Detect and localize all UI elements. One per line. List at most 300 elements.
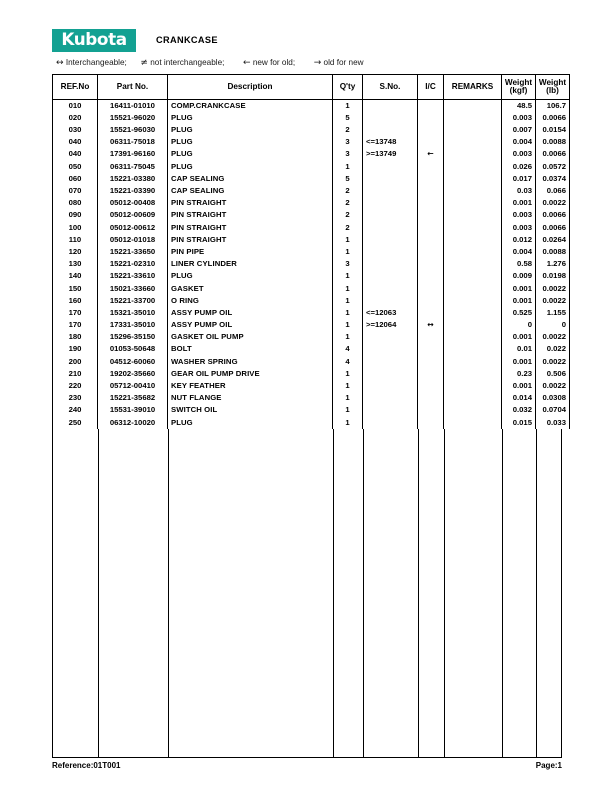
cell-sno	[363, 246, 418, 258]
cell-wlb: 1.155	[536, 307, 570, 319]
cell-wkgf: 0.004	[502, 246, 536, 258]
cell-ic	[418, 282, 444, 294]
interchangeable-icon: ↔	[56, 58, 64, 68]
cell-qty: 4	[333, 343, 363, 355]
cell-ic	[418, 124, 444, 136]
cell-part: 17331-35010	[98, 319, 168, 331]
cell-desc: PIN PIPE	[168, 246, 333, 258]
cell-ic	[418, 209, 444, 221]
cell-wlb: 0.0022	[536, 197, 570, 209]
cell-wkgf: 0.001	[502, 282, 536, 294]
cell-rem	[444, 343, 502, 355]
cell-sno	[363, 380, 418, 392]
cell-ref: 230	[53, 392, 98, 404]
table-row	[53, 343, 570, 355]
column-divider	[333, 429, 334, 757]
cell-wlb: 0.0704	[536, 404, 570, 416]
column-header-part-no: Part No.	[98, 75, 168, 100]
cell-rem	[444, 404, 502, 416]
table-row	[53, 368, 570, 380]
cell-sno: <=12063	[363, 307, 418, 319]
kubota-logo	[52, 29, 136, 52]
cell-part: 01053-50648	[98, 343, 168, 355]
table-row	[53, 270, 570, 282]
cell-desc: ASSY PUMP OIL	[168, 319, 333, 331]
cell-qty: 1	[333, 295, 363, 307]
cell-wkgf: 0.58	[502, 258, 536, 270]
cell-sno	[363, 282, 418, 294]
cell-part: 15521-96020	[98, 112, 168, 124]
cell-rem	[444, 380, 502, 392]
cell-rem	[444, 124, 502, 136]
cell-wkgf: 0.01	[502, 343, 536, 355]
cell-ic	[418, 136, 444, 148]
cell-sno	[363, 100, 418, 112]
cell-wlb: 0.0066	[536, 209, 570, 221]
cell-rem	[444, 234, 502, 246]
cell-qty: 3	[333, 136, 363, 148]
cell-wkgf: 0.004	[502, 136, 536, 148]
cell-wkgf: 0.026	[502, 160, 536, 172]
column-divider	[98, 429, 99, 757]
table-row	[53, 282, 570, 294]
column-header-weight-kgf: Weight (kgf)	[502, 75, 536, 100]
cell-ref: 050	[53, 160, 98, 172]
legend-label-new-for-old: new for old;	[252, 58, 296, 67]
column-header-weight-lb: Weight (lb)	[536, 75, 570, 100]
table-row	[53, 307, 570, 319]
cell-part: 05012-00612	[98, 221, 168, 233]
cell-rem	[444, 136, 502, 148]
cell-ic	[418, 221, 444, 233]
cell-ref: 170	[53, 319, 98, 331]
column-header-ref-no: REF.No	[53, 75, 98, 100]
cell-sno	[363, 392, 418, 404]
cell-ic	[418, 368, 444, 380]
cell-qty: 1	[333, 368, 363, 380]
table-row	[53, 209, 570, 221]
column-header-serial-no: S.No.	[363, 75, 418, 100]
table-row	[53, 380, 570, 392]
cell-desc: CAP SEALING	[168, 185, 333, 197]
cell-wlb: 0.0308	[536, 392, 570, 404]
cell-wkgf: 0.001	[502, 380, 536, 392]
parts-table	[52, 74, 570, 429]
cell-wkgf: 0.003	[502, 148, 536, 160]
cell-ref: 110	[53, 234, 98, 246]
cell-ic	[418, 258, 444, 270]
cell-part: 15221-03380	[98, 173, 168, 185]
cell-rem	[444, 368, 502, 380]
table-row	[53, 355, 570, 367]
cell-ref: 040	[53, 136, 98, 148]
cell-qty: 1	[333, 282, 363, 294]
cell-ic	[418, 416, 444, 428]
cell-desc: PLUG	[168, 416, 333, 428]
cell-part: 06311-75045	[98, 160, 168, 172]
cell-ref: 180	[53, 331, 98, 343]
new-for-old-icon: ←	[242, 58, 251, 68]
cell-rem	[444, 173, 502, 185]
cell-desc: PLUG	[168, 112, 333, 124]
cell-desc: LINER CYLINDER	[168, 258, 333, 270]
cell-desc: PLUG	[168, 270, 333, 282]
cell-wlb: 0.0088	[536, 136, 570, 148]
cell-desc: PIN STRAIGHT	[168, 221, 333, 233]
cell-part: 05012-01018	[98, 234, 168, 246]
cell-wkgf: 0.003	[502, 221, 536, 233]
cell-qty: 2	[333, 185, 363, 197]
cell-qty: 4	[333, 355, 363, 367]
cell-ref: 090	[53, 209, 98, 221]
cell-rem	[444, 355, 502, 367]
column-divider	[502, 429, 503, 757]
cell-qty: 2	[333, 221, 363, 233]
cell-rem	[444, 258, 502, 270]
cell-wkgf: 0.007	[502, 124, 536, 136]
cell-rem	[444, 160, 502, 172]
cell-part: 15221-35682	[98, 392, 168, 404]
cell-part: 16411-01010	[98, 100, 168, 112]
cell-qty: 2	[333, 197, 363, 209]
page-title: CRANKCASE	[156, 35, 218, 45]
cell-rem	[444, 282, 502, 294]
cell-part: 17391-96160	[98, 148, 168, 160]
table-row	[53, 416, 570, 428]
cell-qty: 1	[333, 234, 363, 246]
cell-wlb: 0.0572	[536, 160, 570, 172]
cell-qty: 1	[333, 270, 363, 282]
cell-wkgf: 0.003	[502, 209, 536, 221]
table-row	[53, 392, 570, 404]
table-row	[53, 295, 570, 307]
cell-wlb: 0.0022	[536, 282, 570, 294]
cell-ref: 210	[53, 368, 98, 380]
cell-wlb: 0.022	[536, 343, 570, 355]
cell-wkgf: 0.015	[502, 416, 536, 428]
cell-ref: 020	[53, 112, 98, 124]
table-row	[53, 148, 570, 160]
cell-qty: 1	[333, 307, 363, 319]
footer-divider	[52, 757, 562, 758]
table-row	[53, 404, 570, 416]
cell-rem	[444, 197, 502, 209]
cell-part: 19202-35660	[98, 368, 168, 380]
cell-sno	[363, 234, 418, 246]
column-header-description: Description	[168, 75, 333, 100]
cell-wkgf: 0.014	[502, 392, 536, 404]
cell-ref: 170	[53, 307, 98, 319]
cell-wlb: 0.0066	[536, 221, 570, 233]
cell-ref: 190	[53, 343, 98, 355]
cell-qty: 1	[333, 380, 363, 392]
cell-wlb: 0.0022	[536, 331, 570, 343]
cell-ic	[418, 100, 444, 112]
cell-wkgf: 0.001	[502, 197, 536, 209]
cell-rem	[444, 209, 502, 221]
cell-qty: 3	[333, 258, 363, 270]
cell-ic	[418, 380, 444, 392]
cell-ic	[418, 392, 444, 404]
table-row	[53, 331, 570, 343]
cell-sno	[363, 124, 418, 136]
cell-qty: 2	[333, 124, 363, 136]
cell-desc: GASKET	[168, 282, 333, 294]
cell-wlb: 0.0198	[536, 270, 570, 282]
cell-desc: PLUG	[168, 124, 333, 136]
cell-qty: 2	[333, 209, 363, 221]
cell-ref: 070	[53, 185, 98, 197]
legend-label-old-for-new: old for new	[323, 58, 364, 67]
cell-sno: >=12064	[363, 319, 418, 331]
cell-ref: 250	[53, 416, 98, 428]
cell-qty: 1	[333, 416, 363, 428]
cell-wkgf: 0.23	[502, 368, 536, 380]
cell-ref: 030	[53, 124, 98, 136]
cell-wkgf: 0.032	[502, 404, 536, 416]
cell-desc: PLUG	[168, 148, 333, 160]
cell-desc: KEY FEATHER	[168, 380, 333, 392]
cell-part: 15531-39010	[98, 404, 168, 416]
cell-ic	[418, 234, 444, 246]
cell-wlb: 0.033	[536, 416, 570, 428]
cell-sno	[363, 368, 418, 380]
cell-wkgf: 0.012	[502, 234, 536, 246]
cell-ic	[418, 295, 444, 307]
page-number-label: Page:1	[535, 761, 562, 770]
cell-wlb: 0.0022	[536, 355, 570, 367]
parts-table-header	[53, 75, 570, 100]
table-row	[53, 319, 570, 331]
document-footer	[52, 761, 562, 770]
cell-wkgf: 0.017	[502, 173, 536, 185]
cell-part: 15521-96030	[98, 124, 168, 136]
table-row	[53, 246, 570, 258]
cell-wlb: 0.0022	[536, 380, 570, 392]
cell-ref: 010	[53, 100, 98, 112]
cell-ic: ↔	[418, 319, 444, 331]
table-row	[53, 112, 570, 124]
column-header-ic: I/C	[418, 75, 444, 100]
table-blank-area	[52, 429, 562, 757]
cell-part: 06311-75018	[98, 136, 168, 148]
cell-ref: 130	[53, 258, 98, 270]
cell-sno	[363, 197, 418, 209]
column-divider	[363, 429, 364, 757]
cell-sno	[363, 404, 418, 416]
cell-rem	[444, 331, 502, 343]
cell-ic: ←	[418, 148, 444, 160]
cell-part: 05012-00609	[98, 209, 168, 221]
cell-sno	[363, 221, 418, 233]
cell-sno	[363, 112, 418, 124]
cell-desc: ASSY PUMP OIL	[168, 307, 333, 319]
cell-wkgf: 0	[502, 319, 536, 331]
cell-wlb: 0.0066	[536, 148, 570, 160]
cell-part: 15221-03390	[98, 185, 168, 197]
cell-desc: PIN STRAIGHT	[168, 197, 333, 209]
table-header-row	[53, 75, 570, 100]
cell-desc: GASKET OIL PUMP	[168, 331, 333, 343]
cell-sno	[363, 258, 418, 270]
cell-ref: 150	[53, 282, 98, 294]
cell-ic	[418, 355, 444, 367]
column-header-remarks: REMARKS	[444, 75, 502, 100]
cell-qty: 1	[333, 404, 363, 416]
cell-desc: NUT FLANGE	[168, 392, 333, 404]
cell-ref: 200	[53, 355, 98, 367]
not-interchangeable-icon: ≠	[140, 58, 148, 68]
cell-desc: PLUG	[168, 160, 333, 172]
cell-sno: <=13748	[363, 136, 418, 148]
cell-ic	[418, 246, 444, 258]
table-row	[53, 197, 570, 209]
cell-wlb: 0.0374	[536, 173, 570, 185]
column-divider	[444, 429, 445, 757]
cell-sno	[363, 270, 418, 282]
cell-ref: 160	[53, 295, 98, 307]
cell-ic	[418, 404, 444, 416]
cell-wlb: 0.0264	[536, 234, 570, 246]
table-row	[53, 221, 570, 233]
cell-ref: 140	[53, 270, 98, 282]
cell-part: 15221-33700	[98, 295, 168, 307]
table-row	[53, 185, 570, 197]
cell-rem	[444, 319, 502, 331]
cell-desc: PIN STRAIGHT	[168, 234, 333, 246]
column-divider	[536, 429, 537, 757]
cell-ic	[418, 343, 444, 355]
column-divider	[418, 429, 419, 757]
cell-qty: 1	[333, 246, 363, 258]
cell-sno	[363, 173, 418, 185]
table-row	[53, 258, 570, 270]
cell-wlb: 0.0022	[536, 295, 570, 307]
parts-table-body	[53, 100, 570, 429]
cell-qty: 5	[333, 112, 363, 124]
cell-part: 05012-00408	[98, 197, 168, 209]
cell-desc: PIN STRAIGHT	[168, 209, 333, 221]
cell-ref: 120	[53, 246, 98, 258]
cell-qty: 1	[333, 319, 363, 331]
cell-part: 15221-33610	[98, 270, 168, 282]
cell-wlb: 106.7	[536, 100, 570, 112]
cell-qty: 3	[333, 148, 363, 160]
cell-ic	[418, 160, 444, 172]
cell-ic	[418, 331, 444, 343]
cell-ref: 100	[53, 221, 98, 233]
cell-ic	[418, 197, 444, 209]
cell-desc: CAP SEALING	[168, 173, 333, 185]
table-row	[53, 173, 570, 185]
legend-label-not-interchangeable: not interchangeable;	[150, 58, 225, 67]
cell-sno	[363, 295, 418, 307]
cell-sno	[363, 416, 418, 428]
cell-wlb: 0.0088	[536, 246, 570, 258]
cell-rem	[444, 246, 502, 258]
reference-label: Reference:01T001	[52, 761, 121, 770]
cell-qty: 1	[333, 331, 363, 343]
cell-sno	[363, 331, 418, 343]
cell-desc: COMP.CRANKCASE	[168, 100, 333, 112]
cell-ic	[418, 112, 444, 124]
cell-ref: 240	[53, 404, 98, 416]
table-row	[53, 234, 570, 246]
cell-wlb: 0.0066	[536, 112, 570, 124]
cell-ref: 060	[53, 173, 98, 185]
old-for-new-icon: →	[313, 58, 322, 68]
parts-table-container	[52, 74, 567, 429]
table-row	[53, 136, 570, 148]
cell-rem	[444, 148, 502, 160]
cell-wkgf: 0.001	[502, 355, 536, 367]
cell-part: 15021-33660	[98, 282, 168, 294]
cell-wkgf: 0.001	[502, 331, 536, 343]
cell-ic	[418, 173, 444, 185]
cell-ref: 040	[53, 148, 98, 160]
cell-wlb: 0.0154	[536, 124, 570, 136]
cell-part: 06312-10020	[98, 416, 168, 428]
cell-part: 15296-35150	[98, 331, 168, 343]
cell-ic	[418, 270, 444, 282]
cell-sno	[363, 185, 418, 197]
cell-wlb: 1.276	[536, 258, 570, 270]
cell-desc: O RING	[168, 295, 333, 307]
cell-rem	[444, 221, 502, 233]
cell-rem	[444, 392, 502, 404]
cell-wkgf: 0.525	[502, 307, 536, 319]
cell-rem	[444, 185, 502, 197]
cell-sno	[363, 343, 418, 355]
cell-desc: SWITCH OIL	[168, 404, 333, 416]
cell-wkgf: 0.001	[502, 295, 536, 307]
cell-ref: 080	[53, 197, 98, 209]
cell-sno	[363, 160, 418, 172]
cell-qty: 1	[333, 100, 363, 112]
cell-part: 15321-35010	[98, 307, 168, 319]
cell-wkgf: 0.03	[502, 185, 536, 197]
cell-rem	[444, 270, 502, 282]
cell-desc: BOLT	[168, 343, 333, 355]
cell-rem	[444, 100, 502, 112]
cell-qty: 5	[333, 173, 363, 185]
kubota-logo-text: Kubota	[61, 29, 127, 49]
cell-wkgf: 0.003	[502, 112, 536, 124]
cell-part: 15221-02310	[98, 258, 168, 270]
column-divider	[168, 429, 169, 757]
column-header-qty: Q'ty	[333, 75, 363, 100]
cell-part: 05712-00410	[98, 380, 168, 392]
cell-ic	[418, 185, 444, 197]
document-header	[52, 22, 562, 58]
cell-part: 04512-60060	[98, 355, 168, 367]
cell-sno	[363, 209, 418, 221]
cell-rem	[444, 416, 502, 428]
cell-wkgf: 0.009	[502, 270, 536, 282]
cell-wlb: 0.506	[536, 368, 570, 380]
cell-ref: 220	[53, 380, 98, 392]
cell-ic	[418, 307, 444, 319]
cell-desc: GEAR OIL PUMP DRIVE	[168, 368, 333, 380]
cell-qty: 1	[333, 392, 363, 404]
cell-sno	[363, 355, 418, 367]
table-row	[53, 100, 570, 112]
cell-wlb: 0	[536, 319, 570, 331]
cell-sno: >=13749	[363, 148, 418, 160]
table-row	[53, 124, 570, 136]
cell-rem	[444, 295, 502, 307]
cell-desc: WASHER SPRING	[168, 355, 333, 367]
